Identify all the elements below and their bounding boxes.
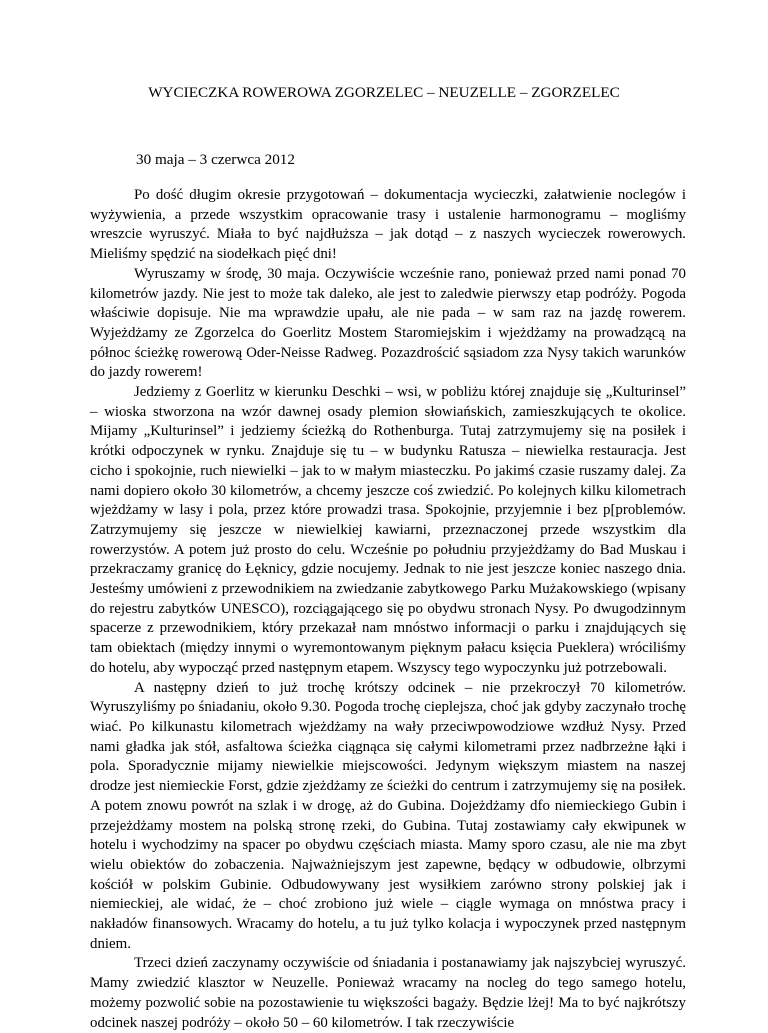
document-date: 30 maja – 3 czerwca 2012: [136, 151, 295, 168]
paragraph-intro: Po dość długim okresie przygotowań – dokumentacja wycieczki, załatwienie noclegów i wyżywienia, a przede wszystkim opracowanie trasy i ustalenie harmonogramu – mogliśmy wreszcie wyruszyć. Miała to być najdłuższa – jak dotąd – z naszych wycieczek rowerowych. Mieliśmy spędzić na siodełkach pięć dni!: [90, 187, 686, 263]
paragraph-day-one-start: Wyruszamy w środę, 30 maja. Oczywiście wcześnie rano, ponieważ przed nami ponad 70 kilometrów jazdy. Nie jest to może tak daleko, ale jest to zaledwie pierwszy etap podróży. Pogoda właściwie dopisuje. Nie ma wprawdzie upału, ale nie pada – w sam raz na jazdę rowerem. Wyjeżdżamy ze Zgorzelca do Goerlitz Mostem Staromiejskim i wjeżdżamy na prowadzącą na północ ścieżkę rowerową Oder-Neisse Radweg. Pozazdrościć sąsiadom zza Nysy takich warunków do jazdy rowerem!: [90, 265, 686, 381]
paragraph-day-one-route: Jedziemy z Goerlitz w kierunku Deschki – wsi, w pobliżu której znajduje się „Kulturinsel” – wioska stworzona na wzór dawnej osady plemion słowiańskich, zamieszkujących te okolice. Mijamy „Kulturinsel” i jedziemy ścieżką do Rothenburga. Tutaj zatrzymujemy się na posiłek i krótki odpoczynek w rynku. Znajduje się tu – w budynku Ratusza – niewielka restauracja. Jest cicho i spokojnie, ruch niewielki – jak to w małym miasteczku. Po jakimś czasie ruszamy dalej. Za nami dopiero około 30 kilometrów, a chcemy jeszcze coś zwiedzić. Po kolejnych kilku kilometrach wjeżdżamy w lasy i pola, przez które prowadzi trasa. Spokojnie, przyjemnie i bez p[problemów. Zatrzymujemy się jeszcze w niewielkiej kawiarni, przeznaczonej przede wszystkim dla rowerzystów. A potem już prosto do celu. Wcześnie po południu przyjeżdżamy do Bad Muskau i przekraczamy granicę do Łęknicy, gdzie nocujemy. Jednak to nie jest jeszcze koniec naszego dnia. Jesteśmy umówieni z przewodnikiem na zwiedzanie zabytkowego Parku Mużakowskiego (wpisany do rejestru zabytków UNESCO), rozciągającego się po obydwu stronach Nysy. Po dwugodzinnym spacerze z przewodnikiem, który przekazał nam mnóstwo informacji o parku i znajdujących się tam obiektach (między innymi o wyremontowanym pięknym pałacu księcia Pueklera) wróciliśmy do hotelu, aby wypocząć przed następnym etapem. Wszyscy tego wypoczynku już potrzebowali.: [90, 384, 686, 676]
paragraph-day-two: A następny dzień to już trochę krótszy odcinek – nie przekroczył 70 kilometrów. Wyruszyliśmy po śniadaniu, około 9.30. Pogoda trochę cieplejsza, choć jak gdyby zaczynało trochę wiać. Po kilkunastu kilometrach wjeżdżamy na wały przeciwpowodziowe wzdłuż Nysy. Przed nami gładka jak stół, asfaltowa ścieżka ciągnąca się całymi kilometrami przez nadbrzeżne łąki i pola. Sporadycznie mijamy niewielkie miejscowości. Jedynym większym miastem na naszej drodze jest niemieckie Forst, gdzie zjeżdżamy ze ścieżki do centrum i zatrzymujemy się na posiłek. A potem znowu powrót na szlak i w drogę, aż do Gubina. Dojeżdżamy dfo niemieckiego Gubin i przejeżdżamy mostem na polską stronę rzeki, do Gubina. Tutaj zostawiamy cały ekwipunek w hotelu i wychodzimy na spacer po obydwu częściach miasta. Mamy sporo czasu, ale nie ma zbyt wielu obiektów do zobaczenia. Najważniejszym jest zapewne, będący w odbudowie, olbrzymi kościół w polskim Gubinie. Odbudowywany jest wysiłkiem zarówno strony polskiej jak i niemieckiej, ale widać, że – choć zrobiono już wiele – ciągle wymaga on mnóstwa pracy i nakładów finansowych. Wracamy do hotelu, a tu już tylko kolacja i wypoczynek przed następnym dniem.: [90, 679, 686, 952]
paragraph-day-three: Trzeci dzień zaczynamy oczywiście od śniadania i postanawiamy jak najszybciej wyruszyć. Mamy zwiedzić klasztor w Neuzelle. Ponieważ wracamy na nocleg do tego samego hotelu, możemy pozwolić sobie na pozostawienie tu większości bagaży. Będzie lżej! Ma to być najkrótszy odcinek naszej podróży – około 50 – 60 kilometrów. I tak rzeczywiście: [90, 955, 686, 1031]
document-body: [90, 186, 686, 1033]
document-title: WYCIECZKA ROWEROWA ZGORZELEC – NEUZELLE – ZGORZELEC: [148, 84, 620, 101]
